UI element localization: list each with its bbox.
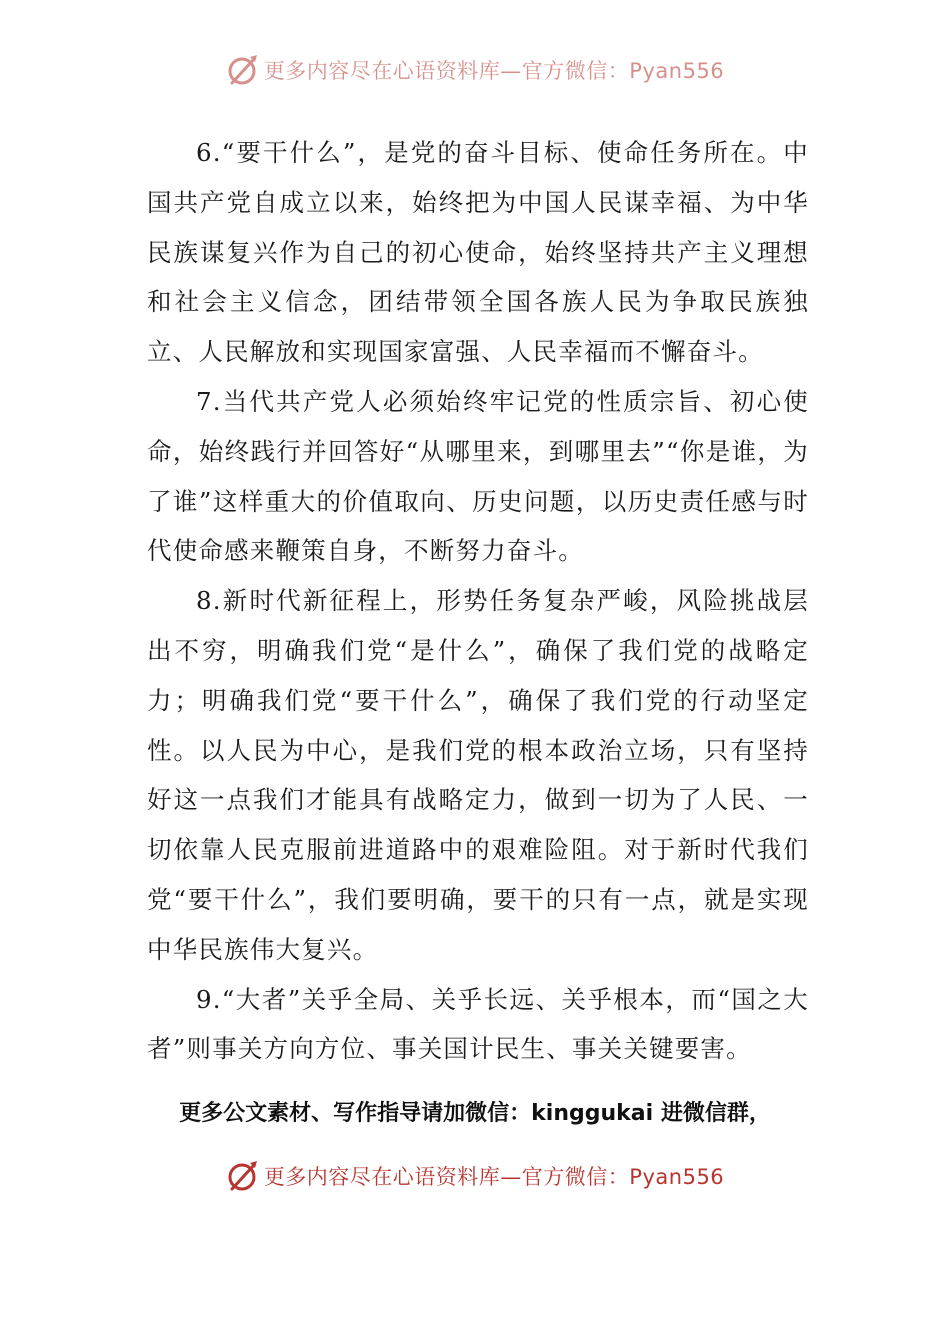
brush-logo-icon: [226, 1159, 260, 1193]
footer-watermark: [0, 1156, 950, 1196]
brush-logo-icon: [226, 53, 260, 87]
paragraph-9: 9.“大者”关乎全局、关乎长远、关乎根本，而“国之大者”则事关方向方位、事关国计民生、事关关键要害。: [147, 984, 809, 1064]
watermark-text: 更多内容尽在心语资料库—官方微信：Pyan556: [263, 1165, 725, 1189]
document-body: [147, 128, 809, 1074]
paragraph-8: 8.新时代新征程上，形势任务复杂严峻，风险挑战层出不穷，明确我们党“是什么”，确保了我们党的战略定力；明确我们党“要干什么”，确保了我们党的行动坚定性。以人民为中心，是我们党的根本政治立场，只有坚持好这一点我们才能具有战略定力，做到一切为了人民、一切依靠人民克服前进道路中的艰难险阻。对于新时代我们党“要干什么”，我们要明确，要干的只有一点，就是实现中华民族伟大复兴。: [147, 586, 809, 964]
watermark-text: 更多内容尽在心语资料库—官方微信：Pyan556: [263, 59, 725, 83]
paragraph-7: 7.当代共产党人必须始终牢记党的性质宗旨、初心使命，始终践行并回答好“从哪里来，到哪里去”“你是谁，为了谁”这样重大的价值取向、历史问题，以历史责任感与时代使命感来鞭策自身，不断努力奋斗。: [147, 386, 809, 566]
paragraph-6: 6.“要干什么”，是党的奋斗目标、使命任务所在。中国共产党自成立以来，始终把为中国人民谋幸福、为中华民族谋复兴作为自己的初心使命，始终坚持共产主义理想和社会主义信念，团结带领全国各族人民为争取民族独立、人民解放和实现国家富强、人民幸福而不懈奋斗。: [147, 138, 809, 367]
header-watermark: [0, 50, 950, 90]
promo-line: 更多公文素材、写作指导请加微信：kinggukai 进微信群，: [179, 1101, 771, 1126]
